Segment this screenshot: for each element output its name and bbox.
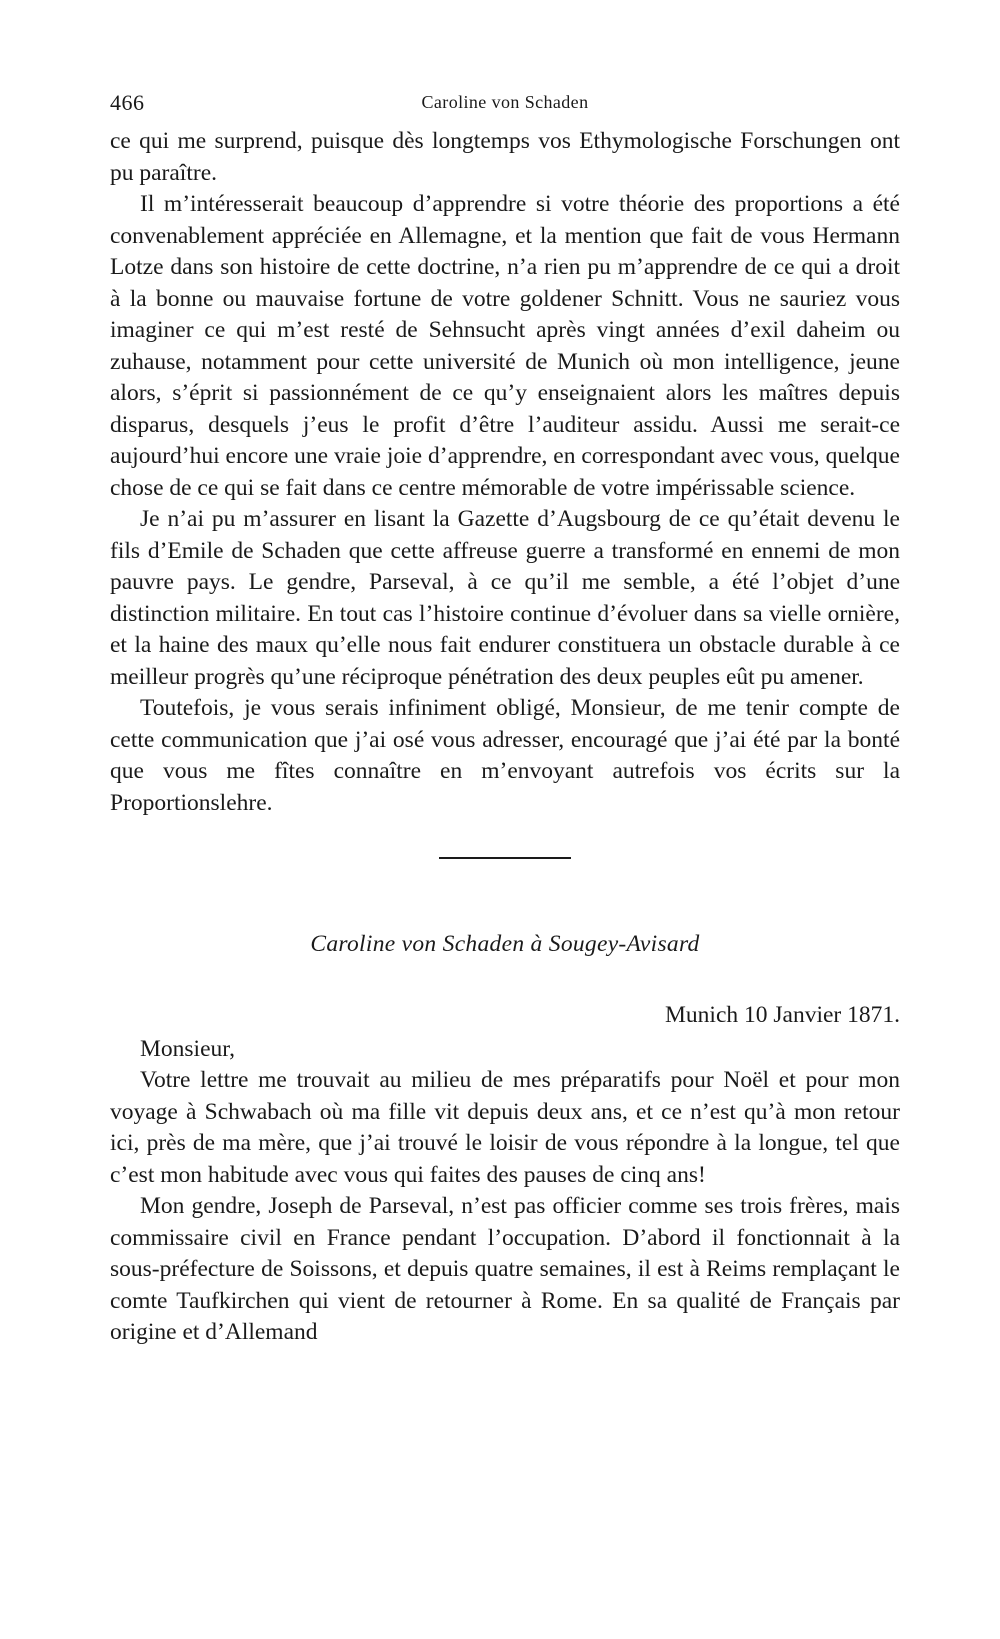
- book-page: [110, 86, 900, 1349]
- paragraph: Votre lettre me trouvait au milieu de mes préparatifs pour Noël et pour mon voyage à Schwabach où ma fille vit depuis deux ans, et ce n’est qu’à mon retour ici, près de ma mère, que j’ai trouvé le loisir de vous répondre à la longue, tel que c’est mon habitude avec vous qui faites des pauses de cinq ans!: [110, 1067, 900, 1188]
- letter-text: [110, 1065, 900, 1349]
- paragraph: Je n’ai pu m’assurer en lisant la Gazette d’Augsbourg de ce qu’était devenu le fils d’Emile de Schaden que cette affreuse guerre a transformé en ennemi de mon pauvre pays. Le gendre, Parseval, à ce qu’il me semble, a été l’objet d’une distinction militaire. En tout cas l’histoire continue d’évoluer dans sa vielle ornière, et la haine des maux qu’elle nous fait endurer constituera un obstacle durable à ce meilleur progrès qu’une réciproque pénétration des deux peuples eût pu amener.: [110, 506, 900, 690]
- running-title: Caroline von Schaden: [421, 92, 589, 112]
- paragraph: Toutefois, je vous serais infiniment obligé, Monsieur, de me tenir compte de cette communication que j’ai osé vous adresser, encouragé que j’ai été par la bonté que vous me fîtes connaître en m’envoyant autrefois vos écrits sur la Proportionslehre.: [110, 695, 900, 816]
- letter-dateline: Munich 10 Janvier 1871.: [665, 1002, 900, 1028]
- paragraph: ce qui me surprend, puisque dès longtemps vos Ethymologische Forschungen ont pu paraître.: [110, 128, 900, 186]
- main-text: [110, 126, 900, 819]
- letter-salutation: Monsieur,: [140, 1035, 236, 1062]
- page-number: 466: [110, 90, 145, 115]
- letter-heading: Caroline von Schaden à Sougey-Avisard: [310, 931, 700, 957]
- running-head: [110, 86, 900, 126]
- paragraph: Mon gendre, Joseph de Parseval, n’est pas officier comme ses trois frères, mais commissaire civil en France pendant l’occupation. D’abord il fonctionnait à la sous-préfecture de Soissons, et depuis quatre semaines, il est à Reims remplaçant le comte Taufkirchen qui vient de retourner à Rome. En sa qualité de Français par origine et d’Allemand: [110, 1193, 900, 1345]
- section-divider: [439, 857, 571, 859]
- paragraph: Il m’intéresserait beaucoup d’apprendre si votre théorie des proportions a été convenablement appréciée en Allemagne, et la mention que fait de vous Hermann Lotze dans son histoire de cette doctrine, n’a rien pu m’apprendre de ce qui a droit à la bonne ou mauvaise fortune de votre goldener Schnitt. Vous ne sauriez vous imaginer ce qui m’est resté de Sehnsucht après vingt années d’exil daheim ou zuhause, notamment pour cette université de Munich où mon intelligence, jeune alors, s’éprit si passionnément de ce qu’y enseignaient alors les maîtres depuis disparus, desquels j’eus le profit d’être l’auditeur assidu. Aussi me serait-ce aujourd’hui encore une vraie joie d’apprendre, en correspondant avec vous, quelque chose de ce qui se fait dans ce centre mémorable de votre impérissable science.: [110, 191, 900, 501]
